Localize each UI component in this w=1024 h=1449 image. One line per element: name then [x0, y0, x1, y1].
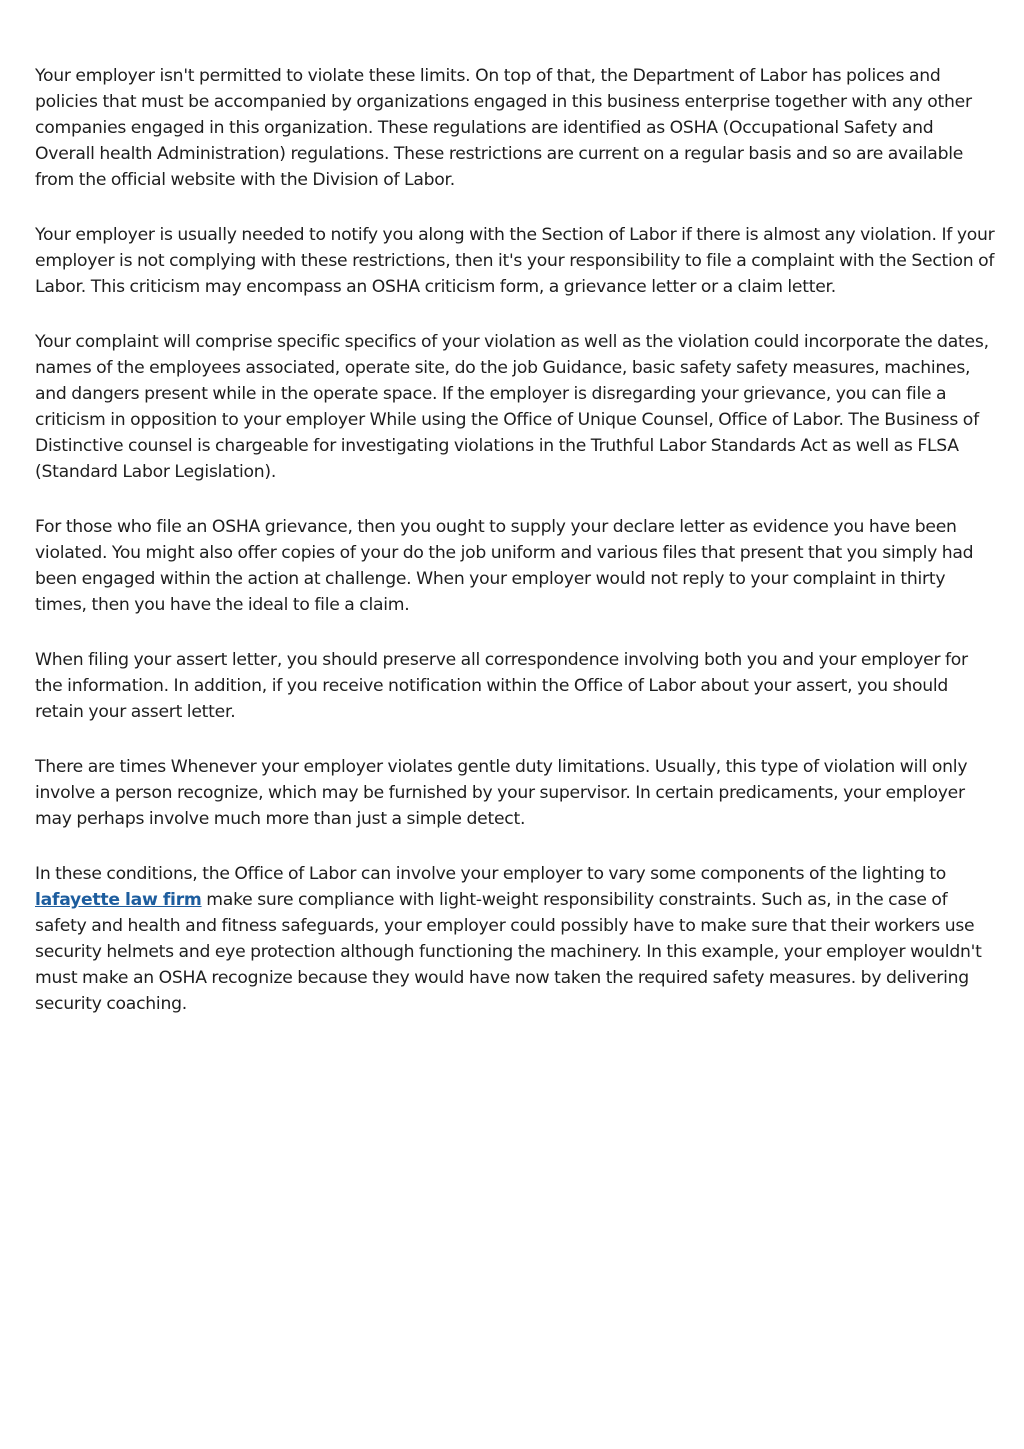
paragraph-2: Your employer is usually needed to notify you along with the Section of Labor if there is almost any violation. If your employer is not complying with these restrictions, then it's your responsibility to file a complaint with the Section of Labor. This criticism may encompass an OSHA criticism form, a grievance letter or a claim letter. [35, 225, 995, 297]
paragraph-7-text-before: In these conditions, the Office of Labor can involve your employer to vary some components of the lighting to [35, 864, 947, 884]
paragraph-4: For those who file an OSHA grievance, then you ought to supply your declare letter as evidence you have been violated. You might also offer copies of your do the job uniform and various files that present that you simply had been engaged within the action at challenge. When your employer would not reply to your complaint in thirty times, then you have the ideal to file a claim. [35, 517, 974, 615]
document-body [35, 63, 995, 1046]
paragraph-5: When filing your assert letter, you should preserve all correspondence involving both you and your employer for the information. In addition, if you receive notification within the Office of Labor about your assert, you should retain your assert letter. [35, 650, 968, 722]
lafayette-law-firm-link[interactable]: lafayette law firm [35, 890, 202, 910]
paragraph-7 [35, 861, 995, 1017]
paragraph-6: There are times Whenever your employer violates gentle duty limitations. Usually, this type of violation will only involve a person recognize, which may be furnished by your supervisor. In certain predicaments, your employer may perhaps involve much more than just a simple detect. [35, 757, 968, 829]
paragraph-3: Your complaint will comprise specific specifics of your violation as well as the violation could incorporate the dates, names of the employees associated, operate site, do the job Guidance, basic safety safety measures, machines, and dangers present while in the operate space. If the employer is disregarding your grievance, you can file a criticism in opposition to your employer While using the Office of Unique Counsel, Office of Labor. The Business of Distinctive counsel is chargeable for investigating violations in the Truthful Labor Standards Act as well as FLSA (Standard Labor Legislation). [35, 332, 989, 482]
paragraph-7-text-after: make sure compliance with light-weight responsibility constraints. Such as, in the case of safety and health and fitness safeguards, your employer could possibly have to make sure that their workers use security helmets and eye protection although functioning the machinery. In this example, your employer wouldn't must make an OSHA recognize because they would have now taken the required safety measures. by delivering security coaching. [35, 890, 982, 1014]
paragraph-1: Your employer isn't permitted to violate these limits. On top of that, the Department of Labor has polices and policies that must be accompanied by organizations engaged in this business enterprise together with any other companies engaged in this organization. These regulations are identified as OSHA (Occupational Safety and Overall health Administration) regulations. These restrictions are current on a regular basis and so are available from the official website with the Division of Labor. [35, 66, 972, 190]
